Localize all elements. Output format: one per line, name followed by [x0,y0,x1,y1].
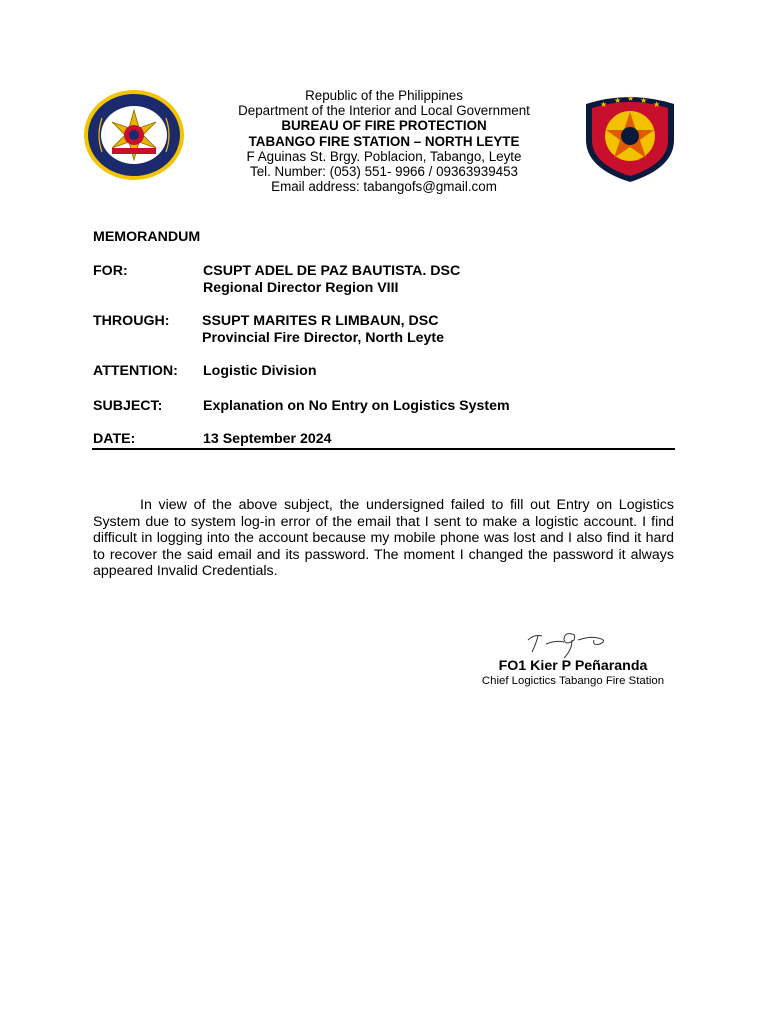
memo-body-paragraph: In view of the above subject, the undersigned failed to fill out Entry on Logistics System due to system log-in error of the email that I sent to make a logistic account. I find difficult in logging into the account because my mobile phone was lost and I also find it hard to recover the said email and its password. The moment I changed the password it always appeared Invalid Credentials. [93,497,674,580]
subject-value: Explanation on No Entry on Logistics System [203,398,510,414]
header-divider [92,448,675,450]
bfp-region-badge-logo [580,92,680,184]
letterhead-email: Email address: tabangofs@gmail.com [271,179,497,195]
svg-text:★: ★ [653,100,661,109]
memorandum-title: MEMORANDUM [93,229,201,245]
letterhead-bureau: BUREAU OF FIRE PROTECTION [281,118,487,134]
signatory-name: FO1 Kier P Peñaranda [498,658,648,674]
attention-value: Logistic Division [203,363,317,379]
for-position: Regional Director Region VIII [203,279,399,296]
attention-label: ATTENTION: [93,363,178,379]
for-recipient [203,263,460,296]
svg-text:★: ★ [640,96,648,105]
svg-text:★: ★ [600,100,608,109]
svg-text:★: ★ [627,94,635,103]
through-name: SSUPT MARITES R LIMBAUN, DSC [202,313,439,329]
through-label: THROUGH: [93,313,170,329]
letterhead-phone: Tel. Number: (053) 551- 9966 / 09363939453 [250,164,518,180]
svg-text:★: ★ [614,96,622,105]
handwritten-signature [520,626,615,660]
through-recipient [202,313,444,346]
signatory-title: Chief Logictics Tabango Fire Station [481,675,665,687]
through-position: Provincial Fire Director, North Leyte [202,329,445,346]
for-name: CSUPT ADEL DE PAZ BAUTISTA. DSC [203,263,461,279]
letterhead [200,88,568,194]
letterhead-address: F Aguinas St. Brgy. Poblacion, Tabango, Leyte [246,148,522,164]
letterhead-department: Department of the Interior and Local Government [238,103,530,119]
letterhead-republic: Republic of the Philippines [305,88,463,103]
for-label: FOR: [93,263,128,279]
date-label: DATE: [93,431,136,447]
subject-label: SUBJECT: [93,398,163,414]
bfp-seal-logo [82,88,186,182]
letterhead-station: TABANGO FIRE STATION – NORTH LEYTE [248,133,520,149]
date-value: 13 September 2024 [203,431,332,447]
